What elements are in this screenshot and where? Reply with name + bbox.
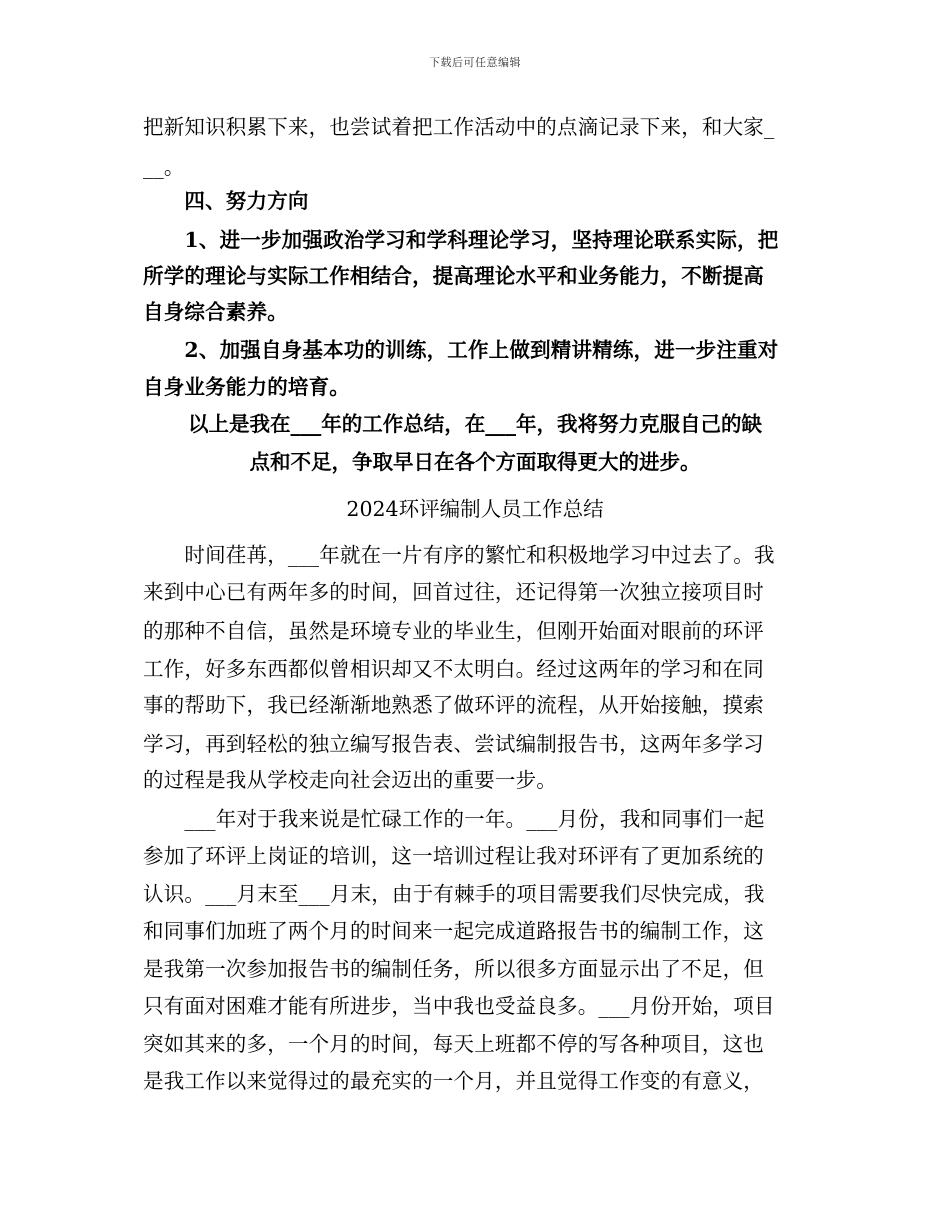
body-line: 工作，好多东西都似曾相识却又不太明白。经过这两年的学习和在同	[143, 657, 764, 681]
body-line: 2、加强自身基本功的训练，工作上做到精讲精练，进一步注重对	[143, 338, 779, 362]
body-line: 突如其来的多，一个月的时间，每天上班都不停的写各种项目，这也	[143, 1032, 764, 1056]
closing-line: 点和不足，争取早日在各个方面取得更大的进步。	[249, 450, 701, 474]
body-line: 所学的理论与实际工作相结合，提高理论水平和业务能力，不断提高	[143, 264, 764, 288]
page-header: 下载后可任意编辑	[429, 56, 521, 69]
body-line: 事的帮助下，我已经渐渐地熟悉了做环评的流程，从开始接触，摸索	[143, 693, 764, 717]
body-line: 参加了环评上岗证的培训，这一培训过程让我对环评有了更加系统的	[143, 844, 764, 868]
section-title: 2024环评编制人员工作总结	[346, 497, 604, 521]
body-line: 来到中心已有两年多的时间，回首过往，还记得第一次独立接项目时	[143, 580, 764, 604]
body-line: 自身综合素养。	[143, 300, 288, 324]
body-line: 把新知识积累下来，也尝试着把工作活动中的点滴记录下来，和大家_	[143, 115, 775, 139]
body-line: 是我第一次参加报告书的编制任务，所以很多方面显示出了不足，但	[143, 957, 764, 981]
body-line: 自身业务能力的培育。	[143, 375, 350, 399]
body-line: 的那种不自信，虽然是环境专业的毕业生，但刚开始面对眼前的环评	[143, 619, 764, 643]
body-line: __。	[143, 155, 185, 179]
body-line: 时间荏苒，___年就在一片有序的繁忙和积极地学习中过去了。我	[143, 543, 775, 567]
body-line: 只有面对困难才能有所进步，当中我也受益良多。___月份开始，项目	[143, 994, 775, 1018]
body-line: 是我工作以来觉得过的最充实的一个月，并且觉得工作变的有意义，	[143, 1069, 764, 1093]
body-line: 1、进一步加强政治学习和学科理论学习，坚持理论联系实际，把	[143, 228, 779, 252]
closing-line: 以上是我在___年的工作总结，在___年，我将努力克服自己的缺	[188, 412, 762, 436]
section-heading: 四、努力方向	[143, 189, 309, 213]
body-line: 的过程是我从学校走向社会迈出的重要一步。	[143, 768, 557, 792]
body-line: 和同事们加班了两个月的时间来一起完成道路报告书的编制工作，这	[143, 919, 764, 943]
body-line: 学习，再到轻松的独立编写报告表、尝试编制报告书，这两年多学习	[143, 732, 764, 756]
body-line: 认识。___月末至___月末，由于有棘手的项目需要我们尽快完成，我	[143, 882, 765, 906]
body-line: ___年对于我来说是忙碌工作的一年。___月份，我和同事们一起	[143, 807, 765, 831]
